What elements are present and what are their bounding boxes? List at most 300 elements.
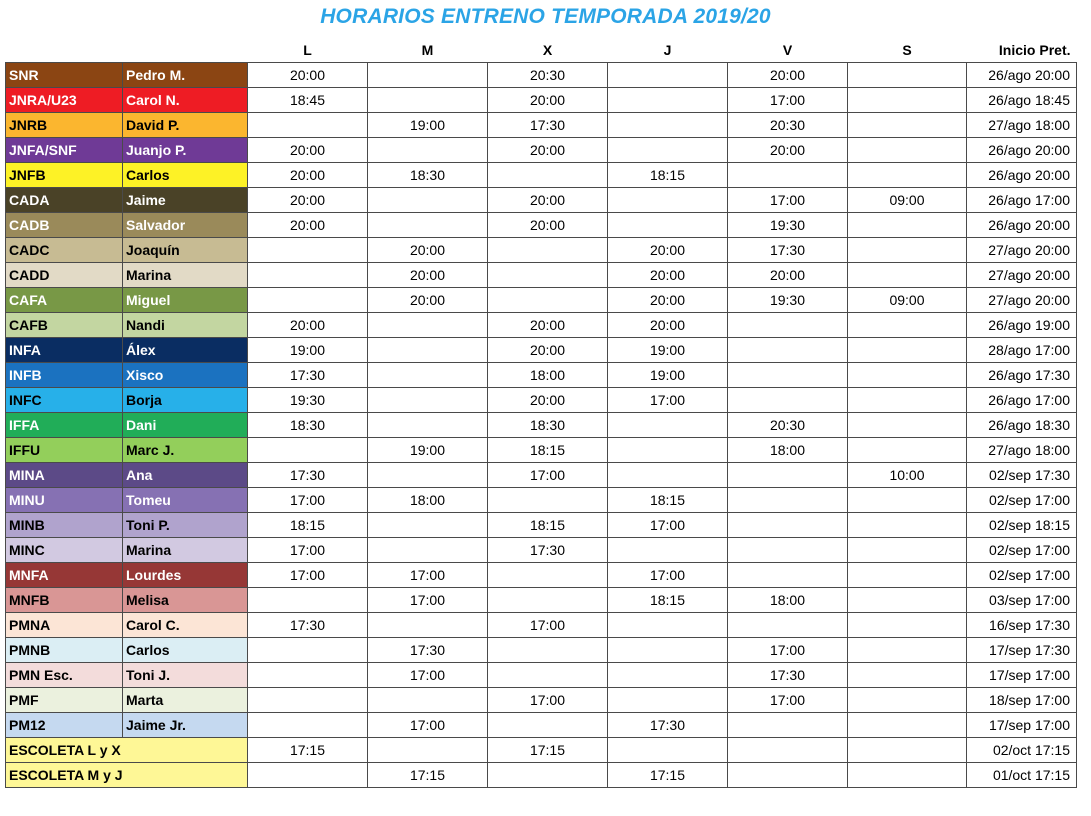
start-cell: 17/sep 17:00 bbox=[967, 713, 1077, 738]
team-cell: PMN Esc. bbox=[6, 663, 123, 688]
time-cell-m bbox=[368, 613, 488, 638]
table-row bbox=[6, 413, 1077, 438]
time-cell-x: 18:15 bbox=[488, 438, 608, 463]
coach-cell: Marc J. bbox=[123, 438, 248, 463]
time-cell-j: 20:00 bbox=[608, 288, 728, 313]
time-cell-j bbox=[608, 438, 728, 463]
time-cell-m bbox=[368, 388, 488, 413]
time-cell-j bbox=[608, 613, 728, 638]
time-cell-x bbox=[488, 238, 608, 263]
table-row bbox=[6, 63, 1077, 88]
time-cell-l bbox=[248, 638, 368, 663]
time-cell-v bbox=[728, 738, 848, 763]
time-cell-s: 10:00 bbox=[848, 463, 967, 488]
coach-cell: Jaime bbox=[123, 188, 248, 213]
team-cell: MINA bbox=[6, 463, 123, 488]
time-cell-m bbox=[368, 538, 488, 563]
start-cell: 16/sep 17:30 bbox=[967, 613, 1077, 638]
start-cell: 02/sep 18:15 bbox=[967, 513, 1077, 538]
coach-cell: Borja bbox=[123, 388, 248, 413]
coach-cell: Toni P. bbox=[123, 513, 248, 538]
table-row bbox=[6, 263, 1077, 288]
coach-cell: Miguel bbox=[123, 288, 248, 313]
time-cell-s bbox=[848, 388, 967, 413]
time-cell-x: 20:00 bbox=[488, 213, 608, 238]
coach-cell: Xisco bbox=[123, 363, 248, 388]
time-cell-m: 17:00 bbox=[368, 713, 488, 738]
time-cell-v bbox=[728, 513, 848, 538]
start-cell: 02/sep 17:00 bbox=[967, 488, 1077, 513]
table-row bbox=[6, 488, 1077, 513]
time-cell-l: 20:00 bbox=[248, 213, 368, 238]
time-cell-s bbox=[848, 438, 967, 463]
time-cell-x bbox=[488, 763, 608, 788]
time-cell-x: 20:00 bbox=[488, 313, 608, 338]
start-cell: 26/ago 20:00 bbox=[967, 63, 1077, 88]
time-cell-j bbox=[608, 88, 728, 113]
start-cell: 02/sep 17:00 bbox=[967, 538, 1077, 563]
start-cell: 26/ago 20:00 bbox=[967, 138, 1077, 163]
page-title: HORARIOS ENTRENO TEMPORADA 2019/20 bbox=[320, 5, 771, 28]
time-cell-m bbox=[368, 463, 488, 488]
time-cell-s bbox=[848, 563, 967, 588]
time-cell-j bbox=[608, 413, 728, 438]
team-cell: IFFA bbox=[6, 413, 123, 438]
start-cell: 17/sep 17:00 bbox=[967, 663, 1077, 688]
time-cell-j bbox=[608, 688, 728, 713]
time-cell-l bbox=[248, 238, 368, 263]
start-cell: 02/sep 17:30 bbox=[967, 463, 1077, 488]
header-s: S bbox=[902, 41, 912, 58]
coach-cell: David P. bbox=[123, 113, 248, 138]
table-row bbox=[6, 613, 1077, 638]
time-cell-m: 19:00 bbox=[368, 438, 488, 463]
time-cell-x: 17:30 bbox=[488, 113, 608, 138]
team-cell: INFC bbox=[6, 388, 123, 413]
time-cell-j bbox=[608, 63, 728, 88]
start-cell: 01/oct 17:15 bbox=[967, 763, 1077, 788]
start-cell: 26/ago 17:00 bbox=[967, 188, 1077, 213]
time-cell-j: 18:15 bbox=[608, 588, 728, 613]
table-row bbox=[6, 288, 1077, 313]
time-cell-x: 17:15 bbox=[488, 738, 608, 763]
time-cell-x bbox=[488, 288, 608, 313]
time-cell-m: 17:00 bbox=[368, 563, 488, 588]
time-cell-j bbox=[608, 138, 728, 163]
time-cell-m: 17:30 bbox=[368, 638, 488, 663]
time-cell-v: 20:00 bbox=[728, 263, 848, 288]
start-cell: 27/ago 20:00 bbox=[967, 238, 1077, 263]
coach-cell: Carol N. bbox=[123, 88, 248, 113]
time-cell-l: 20:00 bbox=[248, 163, 368, 188]
team-cell: SNR bbox=[6, 63, 123, 88]
time-cell-m: 17:00 bbox=[368, 588, 488, 613]
time-cell-j bbox=[608, 638, 728, 663]
team-cell: JNRA/U23 bbox=[6, 88, 123, 113]
time-cell-v: 17:00 bbox=[728, 188, 848, 213]
time-cell-l: 18:45 bbox=[248, 88, 368, 113]
time-cell-m bbox=[368, 513, 488, 538]
table-row bbox=[6, 238, 1077, 263]
time-cell-x bbox=[488, 488, 608, 513]
start-cell: 26/ago 20:00 bbox=[967, 163, 1077, 188]
time-cell-x: 20:30 bbox=[488, 63, 608, 88]
time-cell-s: 09:00 bbox=[848, 188, 967, 213]
start-cell: 26/ago 19:00 bbox=[967, 313, 1077, 338]
header-v: V bbox=[782, 41, 793, 58]
time-cell-l bbox=[248, 263, 368, 288]
time-cell-v: 20:30 bbox=[728, 113, 848, 138]
start-cell: 28/ago 17:00 bbox=[967, 338, 1077, 363]
header-coach bbox=[123, 37, 248, 63]
time-cell-x: 17:30 bbox=[488, 538, 608, 563]
time-cell-l: 17:00 bbox=[248, 538, 368, 563]
team-cell: IFFU bbox=[6, 438, 123, 463]
time-cell-v bbox=[728, 613, 848, 638]
team-cell: CAFA bbox=[6, 288, 123, 313]
header-j: J bbox=[663, 41, 672, 58]
time-cell-x bbox=[488, 263, 608, 288]
time-cell-l: 17:30 bbox=[248, 463, 368, 488]
time-cell-m: 17:00 bbox=[368, 663, 488, 688]
coach-cell: Marta bbox=[123, 688, 248, 713]
time-cell-v bbox=[728, 363, 848, 388]
coach-cell: Lourdes bbox=[123, 563, 248, 588]
time-cell-v bbox=[728, 463, 848, 488]
team-cell: INFB bbox=[6, 363, 123, 388]
start-cell: 17/sep 17:30 bbox=[967, 638, 1077, 663]
time-cell-m bbox=[368, 413, 488, 438]
time-cell-l: 20:00 bbox=[248, 313, 368, 338]
escoleta-cell: ESCOLETA M y J bbox=[6, 763, 248, 788]
coach-cell: Dani bbox=[123, 413, 248, 438]
table-row bbox=[6, 213, 1077, 238]
time-cell-v bbox=[728, 313, 848, 338]
coach-cell: Toni J. bbox=[123, 663, 248, 688]
table-row bbox=[6, 663, 1077, 688]
time-cell-x bbox=[488, 663, 608, 688]
time-cell-j bbox=[608, 463, 728, 488]
time-cell-s bbox=[848, 688, 967, 713]
time-cell-s bbox=[848, 138, 967, 163]
time-cell-m: 17:15 bbox=[368, 763, 488, 788]
time-cell-l: 18:30 bbox=[248, 413, 368, 438]
time-cell-m: 20:00 bbox=[368, 238, 488, 263]
team-cell: MINB bbox=[6, 513, 123, 538]
time-cell-j: 17:00 bbox=[608, 563, 728, 588]
time-cell-v: 20:00 bbox=[728, 138, 848, 163]
time-cell-m bbox=[368, 313, 488, 338]
time-cell-l: 18:15 bbox=[248, 513, 368, 538]
time-cell-s bbox=[848, 588, 967, 613]
time-cell-v: 19:30 bbox=[728, 213, 848, 238]
table-row bbox=[6, 688, 1077, 713]
coach-cell: Marina bbox=[123, 538, 248, 563]
time-cell-m: 18:30 bbox=[368, 163, 488, 188]
time-cell-m bbox=[368, 338, 488, 363]
time-cell-s bbox=[848, 163, 967, 188]
time-cell-j: 18:15 bbox=[608, 488, 728, 513]
team-cell: CADC bbox=[6, 238, 123, 263]
time-cell-s bbox=[848, 663, 967, 688]
time-cell-v: 17:30 bbox=[728, 663, 848, 688]
coach-cell: Ana bbox=[123, 463, 248, 488]
time-cell-s bbox=[848, 313, 967, 338]
start-cell: 27/ago 18:00 bbox=[967, 438, 1077, 463]
time-cell-x bbox=[488, 563, 608, 588]
team-cell: CADA bbox=[6, 188, 123, 213]
time-cell-x: 18:30 bbox=[488, 413, 608, 438]
time-cell-x: 20:00 bbox=[488, 338, 608, 363]
time-cell-m bbox=[368, 88, 488, 113]
table-row bbox=[6, 138, 1077, 163]
time-cell-l bbox=[248, 113, 368, 138]
time-cell-x: 20:00 bbox=[488, 188, 608, 213]
time-cell-m: 20:00 bbox=[368, 263, 488, 288]
time-cell-j: 17:00 bbox=[608, 513, 728, 538]
team-cell: PMNA bbox=[6, 613, 123, 638]
time-cell-l bbox=[248, 438, 368, 463]
time-cell-l: 19:30 bbox=[248, 388, 368, 413]
time-cell-v bbox=[728, 388, 848, 413]
team-cell: MNFB bbox=[6, 588, 123, 613]
coach-cell: Carol C. bbox=[123, 613, 248, 638]
coach-cell: Jaime Jr. bbox=[123, 713, 248, 738]
time-cell-j bbox=[608, 738, 728, 763]
time-cell-j: 18:15 bbox=[608, 163, 728, 188]
team-cell: CADB bbox=[6, 213, 123, 238]
time-cell-v: 20:30 bbox=[728, 413, 848, 438]
time-cell-v bbox=[728, 563, 848, 588]
table-row bbox=[6, 88, 1077, 113]
start-cell: 27/ago 20:00 bbox=[967, 263, 1077, 288]
time-cell-m: 19:00 bbox=[368, 113, 488, 138]
time-cell-x bbox=[488, 163, 608, 188]
time-cell-x: 20:00 bbox=[488, 88, 608, 113]
team-cell: PMF bbox=[6, 688, 123, 713]
time-cell-m bbox=[368, 63, 488, 88]
time-cell-m bbox=[368, 688, 488, 713]
table-row bbox=[6, 563, 1077, 588]
team-cell: CADD bbox=[6, 263, 123, 288]
time-cell-v bbox=[728, 338, 848, 363]
time-cell-j bbox=[608, 663, 728, 688]
time-cell-l bbox=[248, 588, 368, 613]
time-cell-s bbox=[848, 88, 967, 113]
table-row bbox=[6, 188, 1077, 213]
time-cell-j: 19:00 bbox=[608, 363, 728, 388]
time-cell-j: 17:00 bbox=[608, 388, 728, 413]
coach-cell: Joaquín bbox=[123, 238, 248, 263]
time-cell-j: 20:00 bbox=[608, 238, 728, 263]
time-cell-m bbox=[368, 213, 488, 238]
header-start: Inicio Pret. bbox=[998, 41, 1071, 58]
time-cell-l: 17:00 bbox=[248, 563, 368, 588]
coach-cell: Marina bbox=[123, 263, 248, 288]
team-cell: JNFA/SNF bbox=[6, 138, 123, 163]
header-team bbox=[6, 37, 123, 63]
time-cell-j: 17:30 bbox=[608, 713, 728, 738]
table-row bbox=[6, 438, 1077, 463]
time-cell-v: 18:00 bbox=[728, 438, 848, 463]
time-cell-m bbox=[368, 188, 488, 213]
time-cell-l: 17:00 bbox=[248, 488, 368, 513]
time-cell-v bbox=[728, 538, 848, 563]
table-row bbox=[6, 113, 1077, 138]
time-cell-s bbox=[848, 338, 967, 363]
time-cell-j bbox=[608, 213, 728, 238]
time-cell-v: 17:00 bbox=[728, 688, 848, 713]
time-cell-l bbox=[248, 663, 368, 688]
header-l: L bbox=[303, 41, 312, 58]
time-cell-l bbox=[248, 288, 368, 313]
time-cell-v: 17:00 bbox=[728, 638, 848, 663]
start-cell: 26/ago 17:30 bbox=[967, 363, 1077, 388]
time-cell-x: 20:00 bbox=[488, 138, 608, 163]
schedule-table bbox=[5, 37, 1077, 788]
time-cell-s bbox=[848, 538, 967, 563]
table-row bbox=[6, 738, 1077, 763]
time-cell-l: 19:00 bbox=[248, 338, 368, 363]
coach-cell: Carlos bbox=[123, 638, 248, 663]
time-cell-l bbox=[248, 688, 368, 713]
start-cell: 26/ago 20:00 bbox=[967, 213, 1077, 238]
time-cell-s bbox=[848, 488, 967, 513]
time-cell-x bbox=[488, 638, 608, 663]
time-cell-j: 20:00 bbox=[608, 313, 728, 338]
time-cell-s bbox=[848, 738, 967, 763]
time-cell-j bbox=[608, 538, 728, 563]
time-cell-m: 20:00 bbox=[368, 288, 488, 313]
time-cell-v bbox=[728, 763, 848, 788]
time-cell-v bbox=[728, 713, 848, 738]
time-cell-s bbox=[848, 213, 967, 238]
time-cell-j: 17:15 bbox=[608, 763, 728, 788]
time-cell-s bbox=[848, 263, 967, 288]
time-cell-j: 20:00 bbox=[608, 263, 728, 288]
team-cell: INFA bbox=[6, 338, 123, 363]
time-cell-s bbox=[848, 238, 967, 263]
team-cell: MINU bbox=[6, 488, 123, 513]
start-cell: 26/ago 17:00 bbox=[967, 388, 1077, 413]
time-cell-v: 18:00 bbox=[728, 588, 848, 613]
start-cell: 27/ago 18:00 bbox=[967, 113, 1077, 138]
table-row bbox=[6, 363, 1077, 388]
time-cell-s bbox=[848, 713, 967, 738]
team-cell: MNFA bbox=[6, 563, 123, 588]
header-row bbox=[6, 37, 1077, 63]
time-cell-l bbox=[248, 713, 368, 738]
time-cell-s bbox=[848, 363, 967, 388]
time-cell-x: 18:00 bbox=[488, 363, 608, 388]
coach-cell: Salvador bbox=[123, 213, 248, 238]
start-cell: 03/sep 17:00 bbox=[967, 588, 1077, 613]
time-cell-v bbox=[728, 163, 848, 188]
table-row bbox=[6, 638, 1077, 663]
table-row bbox=[6, 463, 1077, 488]
time-cell-s bbox=[848, 638, 967, 663]
header-m: M bbox=[421, 41, 434, 58]
coach-cell: Carlos bbox=[123, 163, 248, 188]
time-cell-s: 09:00 bbox=[848, 288, 967, 313]
time-cell-j bbox=[608, 113, 728, 138]
table-row bbox=[6, 313, 1077, 338]
table-row bbox=[6, 513, 1077, 538]
escoleta-cell: ESCOLETA L y X bbox=[6, 738, 248, 763]
schedule-body bbox=[6, 63, 1077, 788]
time-cell-l: 20:00 bbox=[248, 138, 368, 163]
header-x: X bbox=[542, 41, 553, 58]
table-row bbox=[6, 588, 1077, 613]
start-cell: 26/ago 18:45 bbox=[967, 88, 1077, 113]
time-cell-j bbox=[608, 188, 728, 213]
time-cell-m bbox=[368, 138, 488, 163]
table-row bbox=[6, 338, 1077, 363]
table-row bbox=[6, 713, 1077, 738]
team-cell: CAFB bbox=[6, 313, 123, 338]
time-cell-v: 19:30 bbox=[728, 288, 848, 313]
coach-cell: Álex bbox=[123, 338, 248, 363]
time-cell-l: 17:15 bbox=[248, 738, 368, 763]
time-cell-l: 17:30 bbox=[248, 363, 368, 388]
time-cell-s bbox=[848, 63, 967, 88]
table-row bbox=[6, 763, 1077, 788]
start-cell: 18/sep 17:00 bbox=[967, 688, 1077, 713]
time-cell-l: 17:30 bbox=[248, 613, 368, 638]
coach-cell: Pedro M. bbox=[123, 63, 248, 88]
table-row bbox=[6, 538, 1077, 563]
time-cell-x: 20:00 bbox=[488, 388, 608, 413]
time-cell-v: 17:30 bbox=[728, 238, 848, 263]
time-cell-x: 17:00 bbox=[488, 463, 608, 488]
time-cell-s bbox=[848, 763, 967, 788]
time-cell-m bbox=[368, 738, 488, 763]
team-cell: JNRB bbox=[6, 113, 123, 138]
start-cell: 26/ago 18:30 bbox=[967, 413, 1077, 438]
time-cell-x: 18:15 bbox=[488, 513, 608, 538]
start-cell: 02/sep 17:00 bbox=[967, 563, 1077, 588]
time-cell-v: 20:00 bbox=[728, 63, 848, 88]
time-cell-x bbox=[488, 588, 608, 613]
time-cell-l bbox=[248, 763, 368, 788]
time-cell-x: 17:00 bbox=[488, 688, 608, 713]
time-cell-s bbox=[848, 113, 967, 138]
coach-cell: Tomeu bbox=[123, 488, 248, 513]
coach-cell: Juanjo P. bbox=[123, 138, 248, 163]
time-cell-x: 17:00 bbox=[488, 613, 608, 638]
team-cell: MINC bbox=[6, 538, 123, 563]
time-cell-v: 17:00 bbox=[728, 88, 848, 113]
coach-cell: Melisa bbox=[123, 588, 248, 613]
time-cell-j: 19:00 bbox=[608, 338, 728, 363]
time-cell-s bbox=[848, 413, 967, 438]
time-cell-x bbox=[488, 713, 608, 738]
time-cell-m: 18:00 bbox=[368, 488, 488, 513]
time-cell-m bbox=[368, 363, 488, 388]
table-row bbox=[6, 163, 1077, 188]
time-cell-s bbox=[848, 513, 967, 538]
team-cell: PM12 bbox=[6, 713, 123, 738]
start-cell: 27/ago 20:00 bbox=[967, 288, 1077, 313]
start-cell: 02/oct 17:15 bbox=[967, 738, 1077, 763]
time-cell-l: 20:00 bbox=[248, 188, 368, 213]
team-cell: PMNB bbox=[6, 638, 123, 663]
table-row bbox=[6, 388, 1077, 413]
coach-cell: Nandi bbox=[123, 313, 248, 338]
team-cell: JNFB bbox=[6, 163, 123, 188]
time-cell-l: 20:00 bbox=[248, 63, 368, 88]
time-cell-v bbox=[728, 488, 848, 513]
